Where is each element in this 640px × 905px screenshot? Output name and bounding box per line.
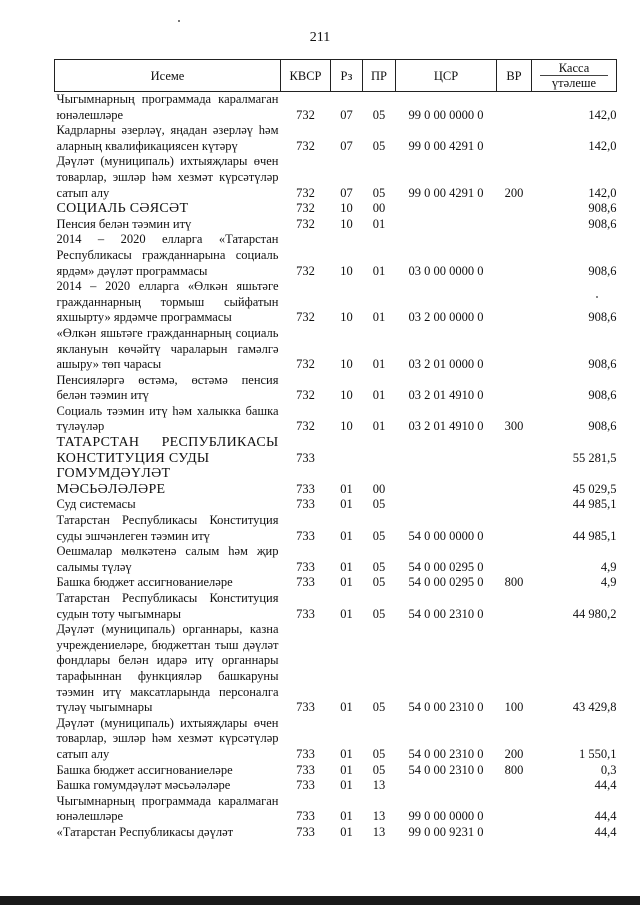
cell-vr: 800 bbox=[504, 575, 524, 590]
cell-rz: 01 bbox=[340, 746, 353, 761]
cell-name: Татарстан Республикасы Конституция судын тоту чыгымнары bbox=[56, 591, 279, 621]
table-row bbox=[55, 778, 617, 794]
cell-kvsr: 733 bbox=[296, 700, 315, 715]
cell-rz: 07 bbox=[340, 107, 353, 122]
cell-pr: 01 bbox=[372, 310, 386, 325]
cell-kvsr: 732 bbox=[296, 138, 315, 153]
cell-name: Дәүләт (муниципаль) ихтыяҗлары өчен товарлар, эшләр һәм хезмәт күрсәтүләр сатып алу bbox=[56, 715, 279, 761]
cell-csr: 03 0 00 0000 0 bbox=[408, 263, 484, 278]
cell-csr: 54 0 00 2310 0 bbox=[408, 700, 484, 715]
cell-name: Суд системасы bbox=[56, 497, 136, 512]
cell-sum: 142,0 bbox=[588, 185, 617, 200]
cell-vr bbox=[497, 217, 532, 233]
cell-kvsr: 733 bbox=[296, 481, 315, 496]
cell-name: СОЦИАЛЬ СӘЯСӘТ bbox=[56, 201, 189, 217]
cell-sum: 55 281,5 bbox=[572, 450, 617, 465]
cell-pr: 01 bbox=[372, 216, 386, 231]
cell-rz: 10 bbox=[340, 388, 353, 403]
table-row bbox=[55, 404, 617, 435]
cell-name: Чыгымнарның программада каралмаган юнәлешләре bbox=[56, 92, 279, 122]
cell-sum: 1 550,1 bbox=[579, 746, 617, 761]
cell-vr: 100 bbox=[504, 700, 524, 715]
table-row bbox=[55, 217, 617, 233]
cell-csr: 03 2 01 4910 0 bbox=[408, 388, 484, 403]
cell-vr bbox=[497, 123, 532, 154]
table-row bbox=[55, 794, 617, 825]
budget-table bbox=[54, 59, 617, 841]
table-body bbox=[55, 92, 617, 841]
cell-sum: 908,6 bbox=[588, 216, 617, 231]
cell-pr: 05 bbox=[372, 559, 386, 574]
table-row bbox=[55, 575, 617, 591]
cell-name: Башка бюджет ассигнованиеләре bbox=[56, 762, 233, 777]
cell-name: ГОМУМДӘҮЛӘТ МӘСЬӘЛӘЛӘРЕ bbox=[56, 466, 171, 497]
cell-rz: 01 bbox=[340, 481, 353, 496]
cell-vr bbox=[497, 778, 532, 794]
cell-rz: 01 bbox=[340, 528, 353, 543]
cell-pr: 05 bbox=[372, 575, 386, 590]
table-row bbox=[55, 513, 617, 544]
table-row bbox=[55, 716, 617, 763]
table-row bbox=[55, 622, 617, 716]
cell-rz: 10 bbox=[340, 310, 353, 325]
table-row bbox=[55, 279, 617, 326]
cell-vr bbox=[497, 373, 532, 404]
cell-kvsr: 733 bbox=[296, 450, 315, 465]
table-row bbox=[55, 201, 617, 217]
cell-kvsr: 733 bbox=[296, 575, 315, 590]
header-sum-bottom: үтәлеше bbox=[540, 75, 608, 90]
cell-csr: 54 0 00 0295 0 bbox=[408, 559, 484, 574]
cell-csr: 54 0 00 2310 0 bbox=[408, 606, 484, 621]
cell-csr: 99 0 00 4291 0 bbox=[408, 185, 484, 200]
cell-name: Башка гомумдәүләт мәсьәләләре bbox=[56, 778, 231, 793]
cell-csr: 54 0 00 0295 0 bbox=[408, 575, 484, 590]
cell-vr: 200 bbox=[504, 746, 524, 761]
cell-rz bbox=[331, 435, 363, 466]
cell-vr bbox=[497, 435, 532, 466]
cell-vr bbox=[497, 92, 532, 124]
cell-pr: 00 bbox=[372, 481, 386, 496]
page-number: 211 bbox=[309, 30, 331, 45]
cell-name: Пенсияләргә өстәмә, өстәмә пенсия белән тәэмин итү bbox=[56, 372, 279, 403]
cell-sum: 0,3 bbox=[600, 762, 617, 777]
cell-csr: 99 0 00 0000 0 bbox=[408, 107, 484, 122]
cell-pr: 01 bbox=[372, 263, 386, 278]
cell-name: Оешмалар мөлкәтенә салым һәм җир салымы түләү bbox=[56, 544, 279, 574]
cell-csr bbox=[396, 466, 497, 497]
table-row bbox=[55, 544, 617, 575]
cell-kvsr: 733 bbox=[296, 746, 315, 761]
table-row bbox=[55, 232, 617, 279]
cell-rz: 10 bbox=[340, 419, 353, 434]
cell-name: Татарстан Республикасы Конституция суды эшчәнлеген тәэмин итү bbox=[56, 513, 279, 543]
cell-rz: 07 bbox=[340, 138, 353, 153]
cell-sum: 44,4 bbox=[594, 824, 617, 839]
cell-kvsr: 733 bbox=[296, 606, 315, 621]
cell-kvsr: 733 bbox=[296, 762, 315, 777]
cell-vr bbox=[497, 544, 532, 575]
cell-pr: 05 bbox=[372, 700, 386, 715]
table-row bbox=[55, 373, 617, 404]
cell-kvsr: 733 bbox=[296, 778, 315, 793]
cell-name: «Татарстан Республикасы дәүләт bbox=[56, 824, 234, 839]
cell-name: Башка бюджет ассигнованиеләре bbox=[56, 575, 233, 590]
cell-sum: 43 429,8 bbox=[572, 700, 617, 715]
cell-vr: 200 bbox=[504, 185, 524, 200]
cell-pr: 13 bbox=[372, 809, 386, 824]
cell-name: ТАТАРСТАН РЕСПУБЛИКАСЫ КОНСТИТУЦИЯ СУДЫ bbox=[56, 435, 279, 466]
cell-pr: 05 bbox=[372, 107, 386, 122]
table-row bbox=[55, 591, 617, 622]
cell-pr: 13 bbox=[372, 824, 386, 839]
cell-pr: 05 bbox=[372, 497, 386, 512]
cell-sum: 45 029,5 bbox=[572, 481, 617, 496]
cell-vr bbox=[497, 201, 532, 217]
cell-kvsr: 732 bbox=[296, 419, 315, 434]
cell-vr bbox=[497, 591, 532, 622]
cell-sum: 44 985,1 bbox=[572, 497, 617, 512]
cell-vr bbox=[497, 326, 532, 373]
cell-kvsr: 732 bbox=[296, 388, 315, 403]
table-row bbox=[55, 466, 617, 497]
cell-sum: 908,6 bbox=[588, 419, 617, 434]
cell-sum: 142,0 bbox=[588, 107, 617, 122]
cell-name: Чыгымнарның программада каралмаган юнәлешләре bbox=[56, 793, 279, 824]
cell-pr: 01 bbox=[372, 388, 386, 403]
scan-bottom-edge bbox=[0, 896, 640, 905]
cell-sum: 908,6 bbox=[588, 201, 617, 216]
cell-pr: 05 bbox=[372, 746, 386, 761]
cell-sum: 4,9 bbox=[600, 575, 617, 590]
cell-rz: 01 bbox=[340, 824, 353, 839]
cell-vr bbox=[497, 279, 532, 326]
scan-dot bbox=[596, 296, 598, 298]
cell-rz: 01 bbox=[340, 809, 353, 824]
cell-pr: 01 bbox=[372, 357, 386, 372]
table-row bbox=[55, 92, 617, 124]
cell-csr bbox=[396, 778, 497, 794]
cell-name: Пенсия белән тәэмин итү bbox=[56, 216, 192, 231]
cell-name: Дәүләт (муниципаль) органнары, казна учреждениеләре, бюджеттан тыш дәүләт фондлары белән идарә итү органнары тарафыннан функцияләр башкаруны тәэмин итү максатларында персоналга түләү чыгымнары bbox=[56, 622, 279, 715]
cell-csr: 54 0 00 0000 0 bbox=[408, 528, 484, 543]
header-name: Исеме bbox=[55, 60, 281, 92]
cell-vr bbox=[497, 232, 532, 279]
cell-rz: 01 bbox=[340, 700, 353, 715]
header-kvsr: КВСР bbox=[281, 60, 331, 92]
table-row bbox=[55, 123, 617, 154]
cell-kvsr: 732 bbox=[296, 310, 315, 325]
cell-sum: 44,4 bbox=[594, 778, 617, 793]
header-vr: ВР bbox=[497, 60, 532, 92]
cell-pr: 05 bbox=[372, 762, 386, 777]
cell-csr: 99 0 00 9231 0 bbox=[408, 824, 484, 839]
cell-name: 2014 – 2020 елларга «Өлкән яшьтәге гражданнарның тормыш сыйфатын яхшырту» ярдәмче программасы bbox=[56, 279, 279, 325]
header-sum-top: Касса bbox=[558, 61, 590, 75]
cell-rz: 01 bbox=[340, 559, 353, 574]
cell-rz: 01 bbox=[340, 762, 353, 777]
cell-sum: 908,6 bbox=[588, 310, 617, 325]
cell-name: 2014 – 2020 елларга «Татарстан Республикасы гражданнарына социаль ярдәм» дәүләт программасы bbox=[56, 232, 279, 278]
cell-kvsr: 732 bbox=[296, 263, 315, 278]
cell-kvsr: 733 bbox=[296, 559, 315, 574]
cell-csr bbox=[396, 435, 497, 466]
table-row bbox=[55, 825, 617, 841]
cell-rz: 01 bbox=[340, 606, 353, 621]
cell-csr bbox=[396, 201, 497, 217]
cell-sum: 44 985,1 bbox=[572, 528, 617, 543]
cell-pr: 13 bbox=[372, 778, 386, 793]
cell-sum: 908,6 bbox=[588, 388, 617, 403]
header-sum bbox=[532, 60, 617, 92]
cell-rz: 10 bbox=[340, 263, 353, 278]
header-pr: ПР bbox=[363, 60, 396, 92]
cell-csr: 99 0 00 0000 0 bbox=[408, 809, 484, 824]
cell-csr bbox=[396, 217, 497, 233]
cell-rz: 10 bbox=[340, 201, 353, 216]
table-row bbox=[55, 763, 617, 779]
header-rz: Рз bbox=[331, 60, 363, 92]
cell-vr bbox=[497, 466, 532, 497]
cell-vr: 800 bbox=[504, 762, 524, 777]
cell-pr: 05 bbox=[372, 606, 386, 621]
cell-pr: 05 bbox=[372, 528, 386, 543]
table-row bbox=[55, 497, 617, 513]
cell-csr: 54 0 00 2310 0 bbox=[408, 746, 484, 761]
cell-csr: 54 0 00 2310 0 bbox=[408, 762, 484, 777]
cell-vr bbox=[497, 825, 532, 841]
cell-pr: 01 bbox=[372, 419, 386, 434]
cell-vr bbox=[497, 794, 532, 825]
cell-sum: 44,4 bbox=[594, 809, 617, 824]
cell-csr bbox=[396, 497, 497, 513]
cell-kvsr: 732 bbox=[296, 216, 315, 231]
cell-kvsr: 733 bbox=[296, 809, 315, 824]
cell-kvsr: 732 bbox=[296, 185, 315, 200]
cell-pr: 05 bbox=[372, 138, 386, 153]
scan-mark bbox=[178, 20, 180, 22]
cell-sum: 908,6 bbox=[588, 263, 617, 278]
cell-pr bbox=[363, 435, 396, 466]
cell-kvsr: 733 bbox=[296, 824, 315, 839]
table-row bbox=[55, 154, 617, 201]
cell-rz: 01 bbox=[340, 497, 353, 512]
cell-pr: 05 bbox=[372, 185, 386, 200]
cell-sum: 908,6 bbox=[588, 357, 617, 372]
cell-csr: 99 0 00 4291 0 bbox=[408, 138, 484, 153]
cell-name: Кадрларны әзерләү, яңадан әзерләү һәм аларның квалификациясен күтәрү bbox=[56, 123, 279, 153]
cell-rz: 01 bbox=[340, 575, 353, 590]
cell-rz: 01 bbox=[340, 778, 353, 793]
cell-rz: 07 bbox=[340, 185, 353, 200]
cell-kvsr: 732 bbox=[296, 107, 315, 122]
table-header-row bbox=[55, 60, 617, 92]
cell-pr: 00 bbox=[372, 201, 386, 216]
cell-sum: 4,9 bbox=[600, 559, 617, 574]
cell-kvsr: 732 bbox=[296, 201, 315, 216]
table-row bbox=[55, 435, 617, 466]
header-csr: ЦСР bbox=[396, 60, 497, 92]
cell-csr: 03 2 01 4910 0 bbox=[408, 419, 484, 434]
cell-sum: 44 980,2 bbox=[572, 606, 617, 621]
cell-csr: 03 2 01 0000 0 bbox=[408, 357, 484, 372]
cell-vr bbox=[497, 513, 532, 544]
cell-rz: 10 bbox=[340, 357, 353, 372]
cell-vr: 300 bbox=[504, 419, 524, 434]
table-row bbox=[55, 326, 617, 373]
cell-vr bbox=[497, 497, 532, 513]
cell-name: Социаль тәэмин итү һәм халыкка башка түләүләр bbox=[56, 403, 279, 434]
cell-kvsr: 732 bbox=[296, 357, 315, 372]
cell-name: «Өлкән яшьтәге гражданнарның социаль яклануын көчәйтү чараларын гамәлгә ашыру» төп чарасы bbox=[56, 325, 279, 372]
cell-name: Дәүләт (муниципаль) ихтыяҗлары өчен товарлар, эшләр һәм хезмәт күрсәтүләр сатып алу bbox=[56, 154, 279, 200]
cell-rz: 10 bbox=[340, 216, 353, 231]
cell-kvsr: 733 bbox=[296, 497, 315, 512]
cell-kvsr: 733 bbox=[296, 528, 315, 543]
cell-sum: 142,0 bbox=[588, 138, 617, 153]
cell-csr: 03 2 00 0000 0 bbox=[408, 310, 484, 325]
